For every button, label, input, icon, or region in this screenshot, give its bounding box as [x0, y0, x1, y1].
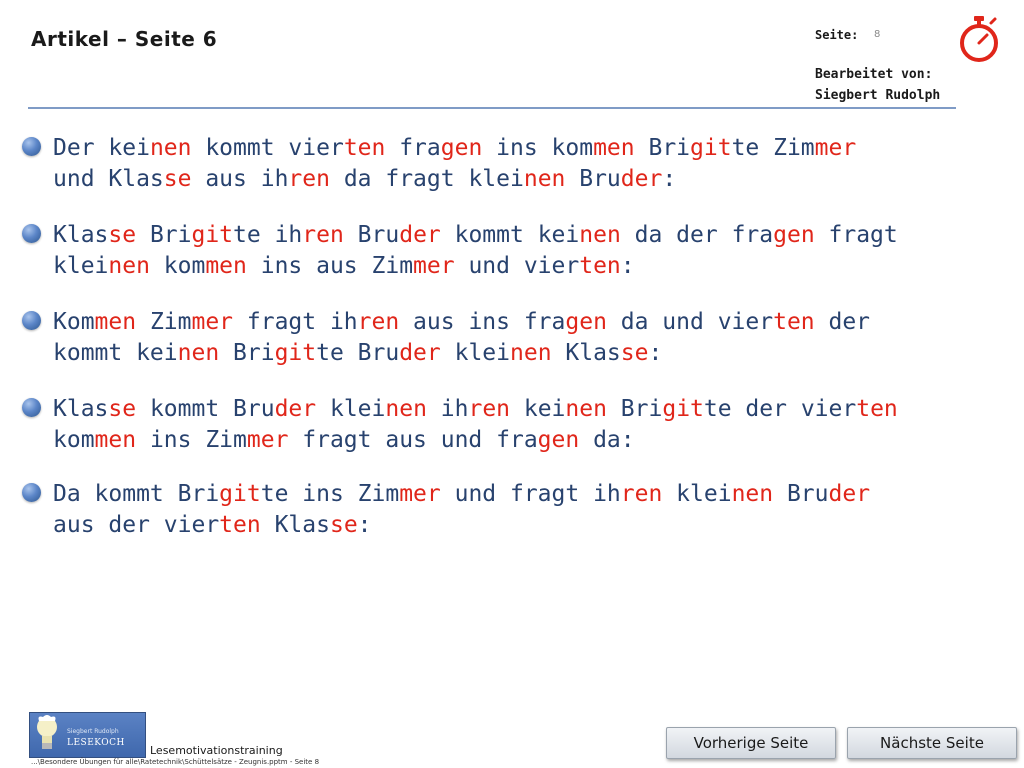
sentence-text: klei [662, 481, 732, 507]
highlighted-syllable: der [399, 340, 441, 366]
sentence-text: aus der vier [53, 512, 220, 538]
sentence-text: ih [426, 396, 469, 422]
sentence-text: Bri [634, 135, 691, 161]
highlighted-syllable: se [329, 512, 358, 538]
sentence-text: te ins Zim [260, 481, 400, 507]
sentence-text: : [357, 512, 372, 538]
page-title: Artikel – Seite 6 [31, 27, 218, 51]
highlighted-syllable: ten [773, 309, 815, 335]
sentence-text: Bri [606, 396, 663, 422]
sentence-text: Bru [773, 481, 829, 507]
highlighted-syllable: git [191, 222, 234, 248]
highlighted-syllable: nen [579, 222, 621, 248]
highlighted-syllable: mer [191, 309, 234, 335]
highlighted-syllable: se [108, 222, 137, 248]
highlighted-syllable: ten [219, 512, 261, 538]
sentence-text: fragt [814, 222, 898, 248]
previous-page-button[interactable]: Vorherige Seite [666, 727, 836, 759]
sentence-line [53, 425, 853, 456]
edited-by-label: Bearbeitet von: [815, 67, 933, 82]
sentence-text: Da kommt Bri [53, 481, 220, 507]
sentence-line [53, 394, 898, 425]
sentence-text: fragt aus und fra [288, 427, 538, 453]
sentence-text: aus ih [191, 166, 289, 192]
sentence-text: te Bru [316, 340, 400, 366]
sentence-text: te der vier [703, 396, 857, 422]
sentence-text: und vier [454, 253, 580, 279]
highlighted-syllable: se [620, 340, 649, 366]
sentence-text: Klas [551, 340, 621, 366]
highlighted-syllable: ren [302, 222, 344, 248]
sentence-item [53, 394, 898, 456]
highlighted-syllable: ten [343, 135, 386, 161]
highlighted-syllable: gen [440, 135, 483, 161]
highlighted-syllable: der [620, 166, 663, 192]
highlighted-syllable: gen [565, 309, 607, 335]
sentence-text: da: [579, 427, 635, 453]
sentence-line [53, 251, 853, 282]
bullet-dot-icon [22, 137, 41, 156]
sentence-text: Bru [565, 166, 621, 192]
sentence-text: Klas [53, 396, 109, 422]
sentence-text: Bru [343, 222, 400, 248]
sentence-text: da fragt klei [329, 166, 524, 192]
sentence-text: kom [53, 427, 95, 453]
sentence-line [53, 133, 857, 164]
sentence-text: klei [440, 340, 510, 366]
sentence-text: und fragt ih [440, 481, 621, 507]
highlighted-syllable: nen [731, 481, 774, 507]
highlighted-syllable: men [94, 309, 137, 335]
bullet-dot-icon [22, 311, 41, 330]
sentence-text: der [814, 309, 871, 335]
sentence-line [53, 164, 853, 195]
sentence-text: fragt ih [233, 309, 358, 335]
highlighted-syllable: nen [149, 135, 192, 161]
highlighted-syllable: nen [565, 396, 607, 422]
sentence-text: te Zim [731, 135, 815, 161]
sentence-item [53, 133, 857, 195]
sentence-text: ins aus Zim [246, 253, 414, 279]
sentence-text: Der kei [53, 135, 150, 161]
highlighted-syllable: gen [773, 222, 815, 248]
author-name: Siegbert Rudolph [815, 88, 941, 103]
bullet-dot-icon [22, 483, 41, 502]
highlighted-syllable: ten [856, 396, 898, 422]
highlighted-syllable: git [219, 481, 261, 507]
page-label: Seite: [815, 28, 859, 42]
sentence-text: kommt kei [53, 340, 178, 366]
sentence-text: da der fra [620, 222, 774, 248]
sentence-text: Klas [53, 222, 109, 248]
highlighted-syllable: ren [357, 309, 400, 335]
lightbulb-logo [33, 715, 61, 753]
highlighted-syllable: ren [468, 396, 511, 422]
sentence-text: Zim [136, 309, 192, 335]
highlighted-syllable: der [828, 481, 871, 507]
sentence-text: fra [385, 135, 441, 161]
sentence-text: klei [53, 253, 109, 279]
bullet-dot-icon [22, 398, 41, 417]
next-page-button[interactable]: Nächste Seite [847, 727, 1017, 759]
sentence-text: kei [510, 396, 566, 422]
sentence-text: kommt vier [191, 135, 344, 161]
sentence-text: : [620, 253, 635, 279]
sentence-text: te ih [233, 222, 303, 248]
sentence-text: Klas [260, 512, 330, 538]
sentence-text: : [648, 340, 663, 366]
logo-brand-name: LESEKOCH [67, 738, 125, 748]
sentence-text: da und vier [606, 309, 774, 335]
highlighted-syllable: ten [579, 253, 621, 279]
sentence-text: aus ins fra [399, 309, 566, 335]
highlighted-syllable: nen [385, 396, 427, 422]
sentence-line [53, 510, 853, 541]
lesekoch-logo [29, 712, 146, 758]
sentence-line [53, 220, 898, 251]
highlighted-syllable: nen [510, 340, 552, 366]
sentence-text: kommt kei [440, 222, 580, 248]
highlighted-syllable: gen [537, 427, 580, 453]
highlighted-syllable: git [690, 135, 732, 161]
sentence-text: Bri [219, 340, 275, 366]
sentence-line [53, 479, 871, 510]
sentence-text: und Klas [53, 166, 164, 192]
sentence-item [53, 479, 871, 541]
sentence-text: ins kom [482, 135, 594, 161]
logo-author-name: Siegbert Rudolph [67, 728, 119, 735]
highlighted-syllable: nen [523, 166, 566, 192]
highlighted-syllable: men [593, 135, 635, 161]
footer-file-path: ...\Besondere Übungen für alle\Ratetechnik\Schüttelsätze - Zeugnis.pptm - Seite 8 [31, 758, 320, 766]
highlighted-syllable: ren [620, 481, 663, 507]
highlighted-syllable: ren [288, 166, 330, 192]
page-number: 8 [874, 29, 881, 40]
highlighted-syllable: der [399, 222, 441, 248]
sentence-text: Kom [53, 309, 95, 335]
highlighted-syllable: se [163, 166, 192, 192]
highlighted-syllable: nen [108, 253, 150, 279]
highlighted-syllable: mer [814, 135, 857, 161]
highlighted-syllable: git [662, 396, 704, 422]
sentence-line [53, 338, 853, 369]
sentence-text: kommt Bru [136, 396, 275, 422]
highlighted-syllable: der [274, 396, 317, 422]
bullet-dot-icon [22, 224, 41, 243]
highlighted-syllable: men [94, 427, 137, 453]
sentence-line [53, 307, 871, 338]
highlighted-syllable: se [108, 396, 137, 422]
highlighted-syllable: men [205, 253, 247, 279]
sentence-item [53, 220, 898, 282]
sentence-text: : [662, 166, 677, 192]
footer-training-label: Lesemotivationstraining [150, 744, 283, 757]
sentence-text: Bri [136, 222, 192, 248]
sentence-text: klei [316, 396, 386, 422]
sentence-item [53, 307, 871, 369]
sentence-text: kom [149, 253, 206, 279]
highlighted-syllable: mer [413, 253, 455, 279]
highlighted-syllable: git [274, 340, 317, 366]
highlighted-syllable: mer [399, 481, 441, 507]
sentence-text: ins Zim [136, 427, 247, 453]
highlighted-syllable: nen [177, 340, 220, 366]
highlighted-syllable: mer [246, 427, 289, 453]
